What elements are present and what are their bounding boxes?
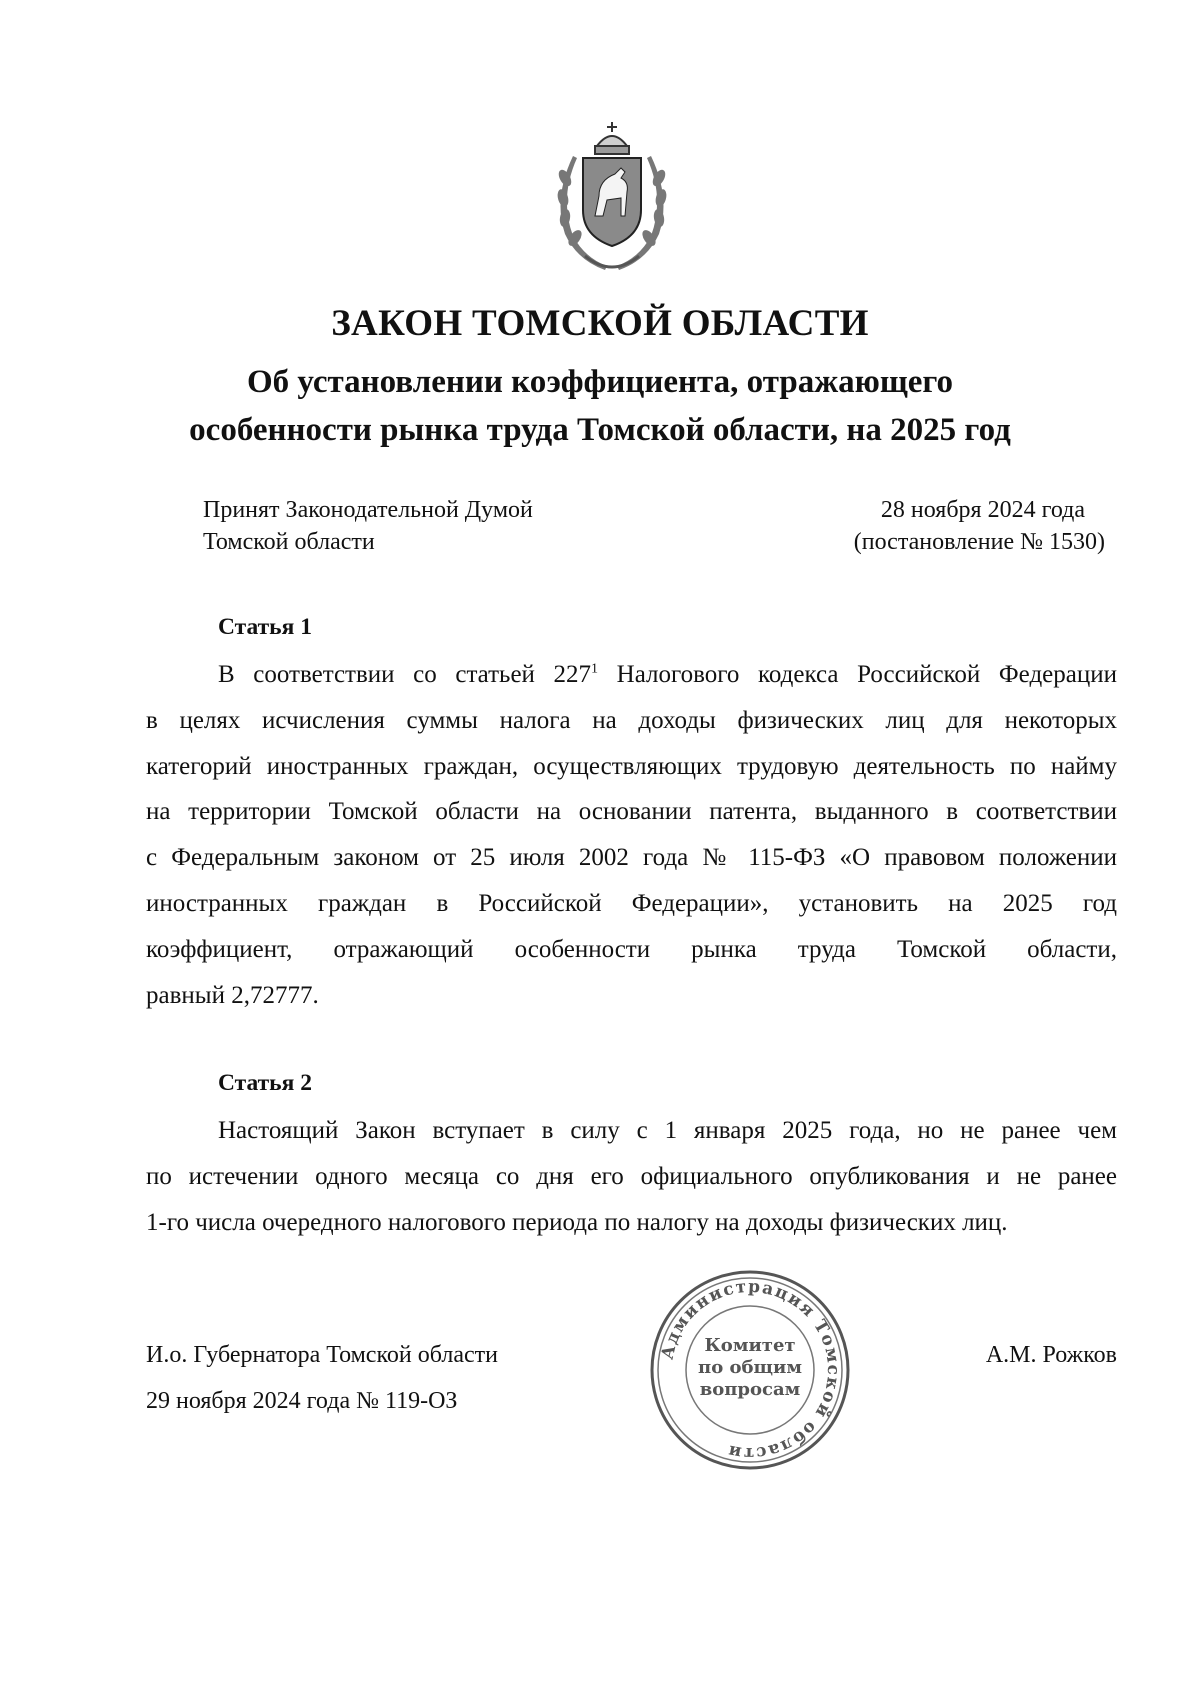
article1-line: с Федеральным законом от 25 июля 2002 года № 115-ФЗ «О правовом положении — [146, 844, 1117, 872]
resolution-number: (постановление № 1530) — [853, 529, 1105, 555]
stamp-center-line2: по общим — [698, 1357, 802, 1378]
article1-line: В соответствии со статьей $227^1$ Налогового кодекса Российской Федерации — [218, 661, 1117, 688]
article2-line: по истечении одного месяца со дня его официального опубликования и не ранее — [146, 1162, 1117, 1190]
article2-line: Настоящий Закон вступает в силу с 1 января 2025 года, но не ранее чем — [218, 1117, 1117, 1144]
signature-block — [146, 1332, 498, 1424]
signatory-position: И.о. Губернатора Томской области — [146, 1342, 498, 1368]
article2-heading: Статья 2 — [218, 1070, 312, 1096]
stamp-ring-text: Администрация Томской области — [657, 1276, 844, 1464]
signatory-name: А.М. Рожков — [985, 1342, 1117, 1368]
article1-heading: Статья 1 — [218, 614, 312, 640]
article1-line: на территории Томской области на основании патента, выданного в соответствии — [146, 798, 1117, 826]
article2-body — [146, 1108, 1117, 1245]
adoption-body-line1: Принят Законодательной Думой — [203, 497, 533, 523]
document-subtitle-line1: Об установлении коэффициента, отражающего — [246, 364, 954, 400]
article1-line: равный 2,72777. — [146, 981, 319, 1009]
adoption-body-line2: Томской области — [203, 529, 375, 555]
footnote-superscript: 1 — [591, 661, 599, 677]
stamp-center-line1: Комитет — [704, 1335, 796, 1356]
adoption-body — [203, 494, 533, 558]
article2-line: 1-го числа очередного налогового периода по налогу на доходы физических лиц. — [146, 1208, 1008, 1236]
tomsk-coat-of-arms-icon — [555, 118, 669, 278]
adoption-date-block — [854, 494, 1105, 558]
stamp-center-line3: вопросам — [699, 1379, 801, 1400]
law-date-number: 29 ноября 2024 года № 119-ОЗ — [146, 1388, 458, 1414]
article1-line: иностранных граждан в Российской Федерации», установить на 2025 год — [146, 889, 1117, 917]
adoption-date: 28 ноября 2024 года — [880, 497, 1085, 523]
document-title: ЗАКОН ТОМСКОЙ ОБЛАСТИ — [331, 303, 869, 344]
document-subtitle-line2: особенности рынка труда Томской области, на 2025 год — [189, 412, 1011, 448]
article1-body — [146, 652, 1117, 1018]
article1-line: в целях исчисления суммы налога на доходы физических лиц для некоторых — [146, 706, 1117, 734]
article1-line: коэффициент, отражающий особенности рынка труда Томской области, — [146, 935, 1117, 963]
article1-line: категорий иностранных граждан, осуществляющих трудовую деятельность по найму — [146, 752, 1117, 780]
official-stamp — [645, 1265, 855, 1475]
